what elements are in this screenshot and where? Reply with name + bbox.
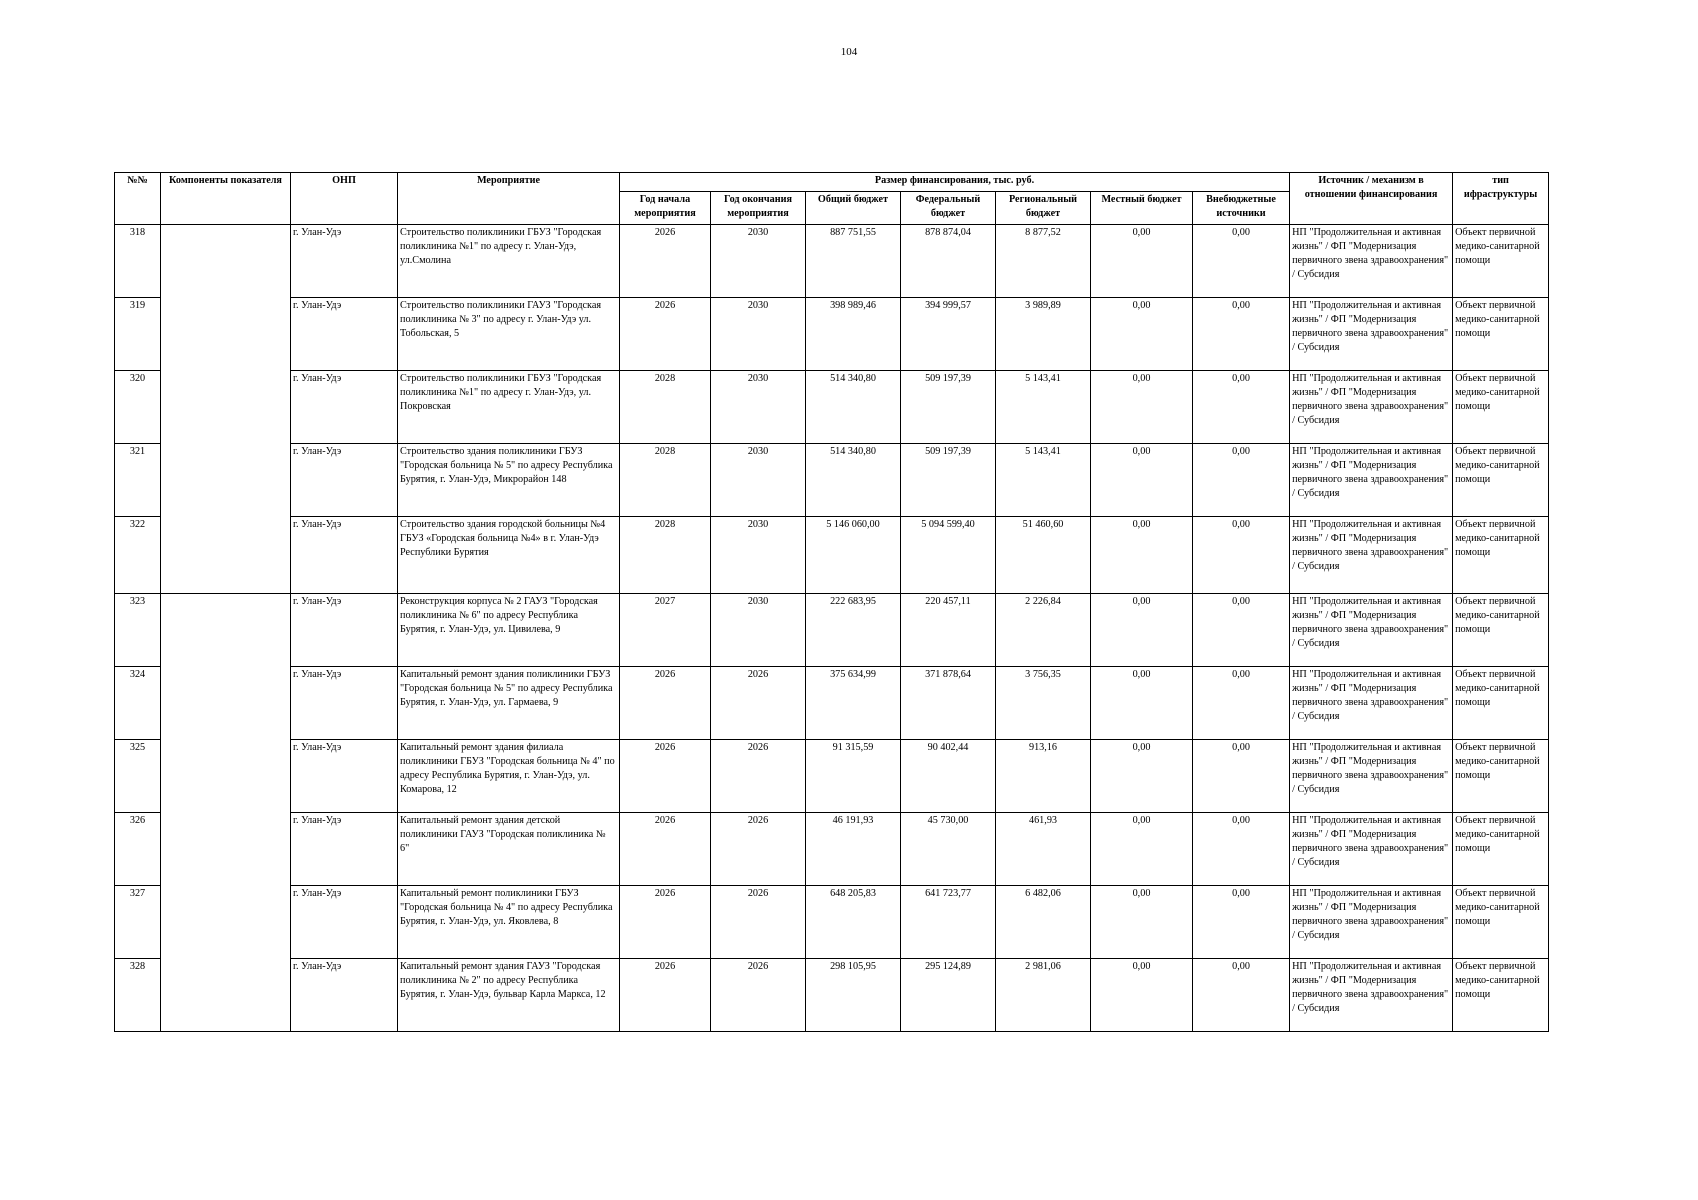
cell-end-year: 2030 <box>711 517 806 594</box>
cell-infra: Объект первичной медико-санитарной помощи <box>1453 594 1549 667</box>
cell-federal: 295 124,89 <box>901 959 996 1032</box>
cell-start-year: 2026 <box>620 298 711 371</box>
cell-extra: 0,00 <box>1193 444 1290 517</box>
cell-onp: г. Улан-Удэ <box>291 517 398 594</box>
cell-event: Строительство поликлиники ГБУЗ "Городская поликлиника №1" по адресу г. Улан-Удэ, ул. Покровская <box>398 371 620 444</box>
cell-end-year: 2026 <box>711 886 806 959</box>
cell-federal: 878 874,04 <box>901 225 996 298</box>
cell-regional: 2 981,06 <box>996 959 1091 1032</box>
cell-start-year: 2026 <box>620 225 711 298</box>
header-financing: Размер финансирования, тыс. руб. <box>620 173 1290 192</box>
cell-event: Капитальный ремонт здания поликлиники ГБУЗ "Городская больница № 5" по адресу Республика Бурятия, г. Улан-Удэ, ул. Гармаева, 9 <box>398 667 620 740</box>
cell-start-year: 2026 <box>620 886 711 959</box>
cell-local: 0,00 <box>1091 444 1193 517</box>
cell-event: Строительство поликлиники ГБУЗ "Городская поликлиника №1" по адресу г. Улан-Удэ, ул.Смолина <box>398 225 620 298</box>
cell-components <box>161 225 291 594</box>
cell-regional: 3 756,35 <box>996 667 1091 740</box>
cell-federal: 371 878,64 <box>901 667 996 740</box>
table-row <box>115 225 1549 298</box>
cell-extra: 0,00 <box>1193 371 1290 444</box>
table-body <box>115 225 1549 1032</box>
cell-federal: 220 457,11 <box>901 594 996 667</box>
cell-total: 298 105,95 <box>806 959 901 1032</box>
cell-onp: г. Улан-Удэ <box>291 444 398 517</box>
cell-event: Капитальный ремонт здания филиала поликлиники ГБУЗ "Городская больница № 4" по адресу Республика Бурятия, г. Улан-Удэ, ул. Комарова, 12 <box>398 740 620 813</box>
cell-source: НП "Продолжительная и активная жизнь" / ФП "Модернизация первичного звена здравоохранения" / Субсидия <box>1290 225 1453 298</box>
table-row <box>115 740 1549 813</box>
cell-federal: 641 723,77 <box>901 886 996 959</box>
cell-start-year: 2026 <box>620 959 711 1032</box>
cell-event: Капитальный ремонт здания детской поликлиники ГАУЗ "Городская поликлиника № 6" <box>398 813 620 886</box>
cell-source: НП "Продолжительная и активная жизнь" / ФП "Модернизация первичного звена здравоохранения" / Субсидия <box>1290 594 1453 667</box>
cell-event: Строительство поликлиники ГАУЗ "Городская поликлиника № 3" по адресу г. Улан-Удэ ул. Тобольская, 5 <box>398 298 620 371</box>
cell-source: НП "Продолжительная и активная жизнь" / ФП "Модернизация первичного звена здравоохранения" / Субсидия <box>1290 959 1453 1032</box>
header-onp: ОНП <box>291 173 398 225</box>
cell-total: 5 146 060,00 <box>806 517 901 594</box>
table-row <box>115 298 1549 371</box>
cell-infra: Объект первичной медико-санитарной помощи <box>1453 959 1549 1032</box>
cell-source: НП "Продолжительная и активная жизнь" / ФП "Модернизация первичного звена здравоохранения" / Субсидия <box>1290 886 1453 959</box>
cell-total: 648 205,83 <box>806 886 901 959</box>
cell-source: НП "Продолжительная и активная жизнь" / ФП "Модернизация первичного звена здравоохранения" / Субсидия <box>1290 813 1453 886</box>
header-total: Общий бюджет <box>806 192 901 225</box>
cell-local: 0,00 <box>1091 959 1193 1032</box>
cell-source: НП "Продолжительная и активная жизнь" / ФП "Модернизация первичного звена здравоохранения" / Субсидия <box>1290 740 1453 813</box>
cell-start-year: 2028 <box>620 371 711 444</box>
cell-local: 0,00 <box>1091 225 1193 298</box>
cell-infra: Объект первичной медико-санитарной помощи <box>1453 444 1549 517</box>
cell-start-year: 2028 <box>620 517 711 594</box>
cell-extra: 0,00 <box>1193 667 1290 740</box>
cell-regional: 913,16 <box>996 740 1091 813</box>
cell-end-year: 2030 <box>711 371 806 444</box>
cell-start-year: 2027 <box>620 594 711 667</box>
cell-start-year: 2026 <box>620 740 711 813</box>
header-components: Компоненты показателя <box>161 173 291 225</box>
cell-federal: 45 730,00 <box>901 813 996 886</box>
cell-extra: 0,00 <box>1193 517 1290 594</box>
cell-local: 0,00 <box>1091 298 1193 371</box>
cell-source: НП "Продолжительная и активная жизнь" / ФП "Модернизация первичного звена здравоохранения" / Субсидия <box>1290 444 1453 517</box>
cell-end-year: 2030 <box>711 444 806 517</box>
header-federal: Федеральный бюджет <box>901 192 996 225</box>
cell-total: 91 315,59 <box>806 740 901 813</box>
cell-extra: 0,00 <box>1193 886 1290 959</box>
cell-onp: г. Улан-Удэ <box>291 959 398 1032</box>
table-row <box>115 371 1549 444</box>
cell-infra: Объект первичной медико-санитарной помощи <box>1453 886 1549 959</box>
cell-end-year: 2026 <box>711 667 806 740</box>
cell-num: 322 <box>115 517 161 594</box>
cell-federal: 509 197,39 <box>901 371 996 444</box>
cell-extra: 0,00 <box>1193 594 1290 667</box>
cell-total: 887 751,55 <box>806 225 901 298</box>
cell-total: 514 340,80 <box>806 444 901 517</box>
table-row <box>115 886 1549 959</box>
cell-num: 323 <box>115 594 161 667</box>
cell-local: 0,00 <box>1091 517 1193 594</box>
cell-onp: г. Улан-Удэ <box>291 371 398 444</box>
cell-source: НП "Продолжительная и активная жизнь" / ФП "Модернизация первичного звена здравоохранения" / Субсидия <box>1290 298 1453 371</box>
cell-event: Капитальный ремонт поликлиники ГБУЗ "Городская больница № 4" по адресу Республика Бурятия, г. Улан-Удэ, ул. Яковлева, 8 <box>398 886 620 959</box>
page-number: 104 <box>840 46 858 58</box>
cell-onp: г. Улан-Удэ <box>291 225 398 298</box>
table-row <box>115 667 1549 740</box>
cell-start-year: 2026 <box>620 813 711 886</box>
cell-total: 514 340,80 <box>806 371 901 444</box>
table-row <box>115 517 1549 594</box>
cell-regional: 6 482,06 <box>996 886 1091 959</box>
cell-event: Строительство здания поликлиники ГБУЗ "Городская больница № 5" по адресу Республика Бурятия, г. Улан-Удэ, Микрорайон 148 <box>398 444 620 517</box>
cell-source: НП "Продолжительная и активная жизнь" / ФП "Модернизация первичного звена здравоохранения" / Субсидия <box>1290 667 1453 740</box>
cell-num: 318 <box>115 225 161 298</box>
header-source: Источник / механизм в отношении финансирования <box>1290 173 1453 225</box>
cell-local: 0,00 <box>1091 667 1193 740</box>
cell-regional: 2 226,84 <box>996 594 1091 667</box>
cell-local: 0,00 <box>1091 813 1193 886</box>
cell-num: 326 <box>115 813 161 886</box>
cell-local: 0,00 <box>1091 886 1193 959</box>
header-extra: Внебюджетные источники <box>1193 192 1290 225</box>
cell-end-year: 2030 <box>711 594 806 667</box>
table-row <box>115 959 1549 1032</box>
cell-event: Капитальный ремонт здания ГАУЗ "Городская поликлиника № 2" по адресу Республика Бурятия, г. Улан-Удэ, бульвар Карла Маркса, 12 <box>398 959 620 1032</box>
header-end-year: Год окончания мероприятия <box>711 192 806 225</box>
header-num: №№ <box>115 173 161 225</box>
header-regional: Региональный бюджет <box>996 192 1091 225</box>
cell-total: 222 683,95 <box>806 594 901 667</box>
cell-infra: Объект первичной медико-санитарной помощи <box>1453 813 1549 886</box>
cell-num: 324 <box>115 667 161 740</box>
cell-num: 320 <box>115 371 161 444</box>
cell-infra: Объект первичной медико-санитарной помощи <box>1453 517 1549 594</box>
cell-extra: 0,00 <box>1193 740 1290 813</box>
header-event: Мероприятие <box>398 173 620 225</box>
cell-federal: 5 094 599,40 <box>901 517 996 594</box>
cell-event: Строительство здания городской больницы №4 ГБУЗ «Городская больница №4» в г. Улан-Удэ Республики Бурятия <box>398 517 620 594</box>
cell-federal: 90 402,44 <box>901 740 996 813</box>
cell-federal: 509 197,39 <box>901 444 996 517</box>
cell-regional: 5 143,41 <box>996 444 1091 517</box>
table-row <box>115 813 1549 886</box>
cell-end-year: 2026 <box>711 959 806 1032</box>
table-row <box>115 444 1549 517</box>
cell-num: 321 <box>115 444 161 517</box>
cell-regional: 51 460,60 <box>996 517 1091 594</box>
header-infra: тип ифраструктуры <box>1453 173 1549 225</box>
cell-num: 319 <box>115 298 161 371</box>
cell-local: 0,00 <box>1091 371 1193 444</box>
cell-num: 325 <box>115 740 161 813</box>
cell-start-year: 2026 <box>620 667 711 740</box>
cell-onp: г. Улан-Удэ <box>291 667 398 740</box>
cell-onp: г. Улан-Удэ <box>291 813 398 886</box>
header-row-1 <box>115 173 1549 192</box>
cell-total: 375 634,99 <box>806 667 901 740</box>
cell-source: НП "Продолжительная и активная жизнь" / ФП "Модернизация первичного звена здравоохранения" / Субсидия <box>1290 517 1453 594</box>
cell-total: 398 989,46 <box>806 298 901 371</box>
cell-total: 46 191,93 <box>806 813 901 886</box>
cell-regional: 5 143,41 <box>996 371 1091 444</box>
cell-infra: Объект первичной медико-санитарной помощи <box>1453 667 1549 740</box>
header-local: Местный бюджет <box>1091 192 1193 225</box>
cell-extra: 0,00 <box>1193 959 1290 1032</box>
cell-components <box>161 594 291 1032</box>
cell-end-year: 2026 <box>711 740 806 813</box>
cell-extra: 0,00 <box>1193 298 1290 371</box>
cell-extra: 0,00 <box>1193 813 1290 886</box>
cell-onp: г. Улан-Удэ <box>291 298 398 371</box>
cell-end-year: 2030 <box>711 225 806 298</box>
cell-local: 0,00 <box>1091 740 1193 813</box>
cell-source: НП "Продолжительная и активная жизнь" / ФП "Модернизация первичного звена здравоохранения" / Субсидия <box>1290 371 1453 444</box>
table-row <box>115 594 1549 667</box>
cell-event: Реконструкция корпуса № 2 ГАУЗ "Городская поликлиника № 6" по адресу Республика Бурятия, г. Улан-Удэ, ул. Цивилева, 9 <box>398 594 620 667</box>
cell-infra: Объект первичной медико-санитарной помощи <box>1453 740 1549 813</box>
cell-num: 327 <box>115 886 161 959</box>
cell-extra: 0,00 <box>1193 225 1290 298</box>
cell-onp: г. Улан-Удэ <box>291 886 398 959</box>
cell-infra: Объект первичной медико-санитарной помощи <box>1453 225 1549 298</box>
cell-num: 328 <box>115 959 161 1032</box>
header-start-year: Год начала мероприятия <box>620 192 711 225</box>
cell-infra: Объект первичной медико-санитарной помощи <box>1453 298 1549 371</box>
cell-end-year: 2030 <box>711 298 806 371</box>
cell-end-year: 2026 <box>711 813 806 886</box>
cell-infra: Объект первичной медико-санитарной помощи <box>1453 371 1549 444</box>
cell-start-year: 2028 <box>620 444 711 517</box>
cell-regional: 8 877,52 <box>996 225 1091 298</box>
cell-local: 0,00 <box>1091 594 1193 667</box>
cell-federal: 394 999,57 <box>901 298 996 371</box>
cell-regional: 3 989,89 <box>996 298 1091 371</box>
cell-onp: г. Улан-Удэ <box>291 740 398 813</box>
financing-table <box>114 172 1549 1032</box>
cell-onp: г. Улан-Удэ <box>291 594 398 667</box>
cell-regional: 461,93 <box>996 813 1091 886</box>
